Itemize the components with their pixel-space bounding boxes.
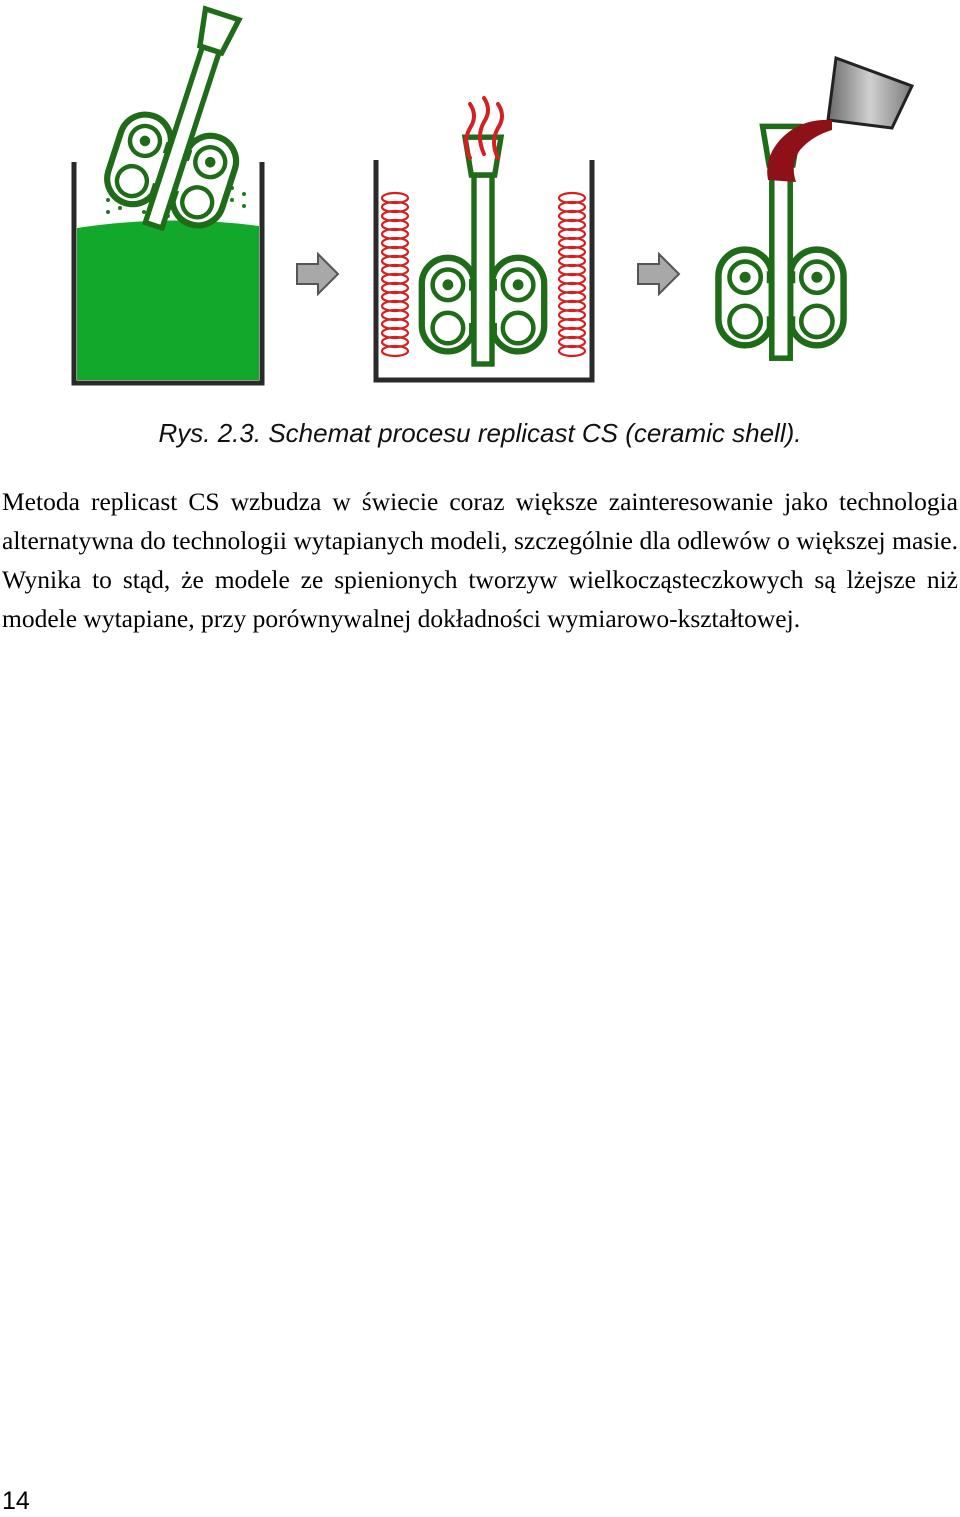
figure-caption: Rys. 2.3. Schemat procesu replicast CS (ceramic shell).	[158, 418, 802, 448]
body-paragraph: Metoda replicast CS wzbudza w świecie coraz większe zainteresowanie jako technologia alternatywna do technologii wytapianych modeli, szczególnie dla odlewów o większej masie. Wynika to stąd, że modele ze spienionych tworzyw wielkocząsteczkowych są lżejsze niż modele wytapiane, przy porównywalnej dokładności wymiarowo-kształtowej.	[2, 487, 958, 633]
pouring-stage	[718, 58, 912, 358]
heating-stage	[376, 98, 592, 380]
dipping-stage	[74, 0, 279, 383]
page-number: 14	[2, 1487, 30, 1515]
arrow-right-icon	[638, 254, 679, 294]
arrow-right-icon	[297, 254, 338, 294]
process-diagram	[0, 0, 960, 400]
crucible-icon	[828, 58, 912, 128]
